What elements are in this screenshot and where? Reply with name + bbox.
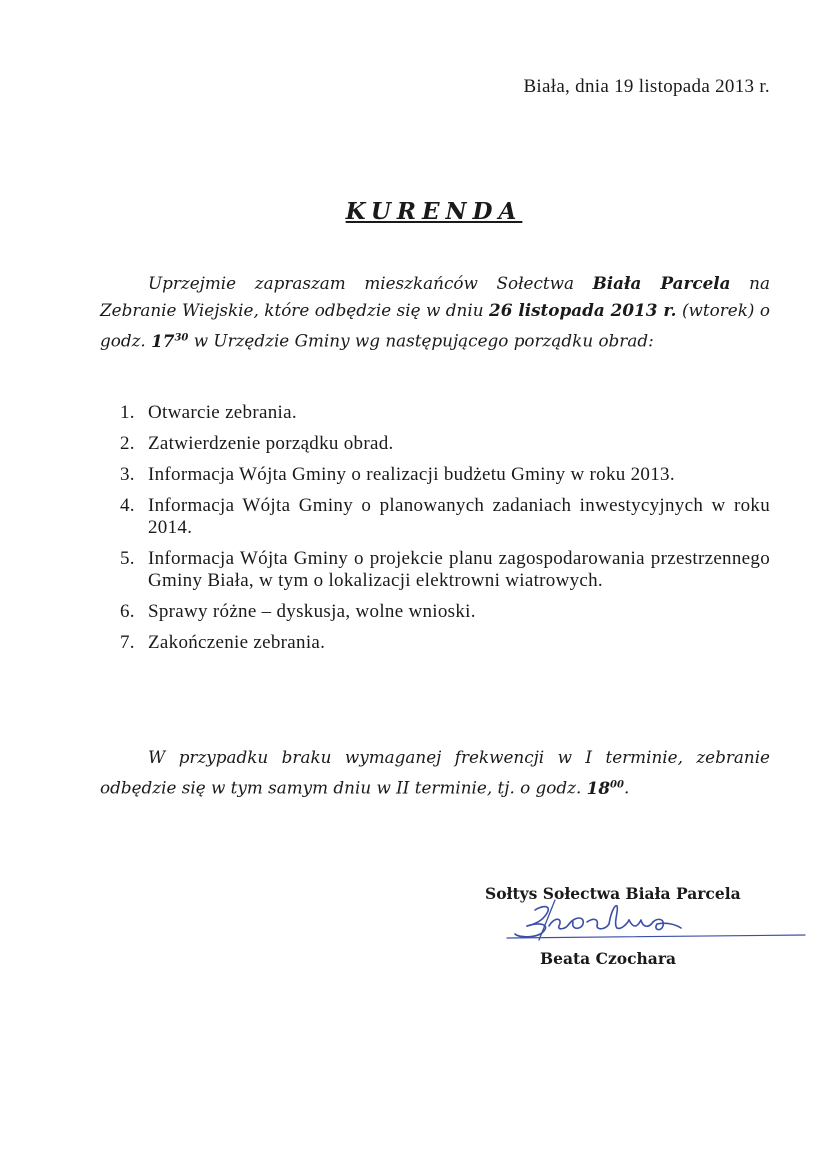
- date-line: Biała, dnia 19 listopada 2013 r.: [523, 76, 770, 97]
- meeting-time-hour: 17: [151, 330, 175, 351]
- second-term-time-hour: 18: [586, 777, 611, 798]
- closing-paragraph: [100, 744, 770, 802]
- agenda-item-text: Sprawy różne – dyskusja, wolne wnioski.: [148, 601, 476, 622]
- agenda-item-text: Zakończenie zebrania.: [148, 632, 326, 653]
- closing-text-2: .: [623, 777, 630, 798]
- agenda-item: [100, 433, 770, 455]
- signatory-name: Beata Czochara: [540, 949, 677, 968]
- agenda-item-text: Zatwierdzenie porządku obrad.: [148, 433, 394, 454]
- intro-text-3: (wtorek) o godz.: [100, 300, 770, 351]
- agenda-item-text: Informacja Wójta Gminy o planowanych zadaniach inwestycyjnych w roku 2014.: [148, 495, 770, 538]
- agenda-item-number: 5.: [120, 548, 135, 569]
- second-term-time-minutes: 00: [610, 779, 624, 790]
- invitation-paragraph: [100, 270, 770, 355]
- agenda-item: [100, 464, 770, 486]
- agenda-item: [100, 632, 770, 654]
- meeting-date: 26 listopada 2013 r.: [489, 300, 677, 320]
- intro-text-2: na Zebranie Wiejskie, które odbędzie się w dniu: [100, 273, 770, 320]
- agenda-item-number: 1.: [120, 402, 135, 423]
- second-term-time: [587, 778, 624, 798]
- agenda-item: [100, 495, 770, 539]
- document-title: KURENDA: [345, 198, 523, 225]
- agenda-item-number: 2.: [120, 433, 135, 454]
- agenda-item-text: Otwarcie zebrania.: [148, 402, 297, 423]
- meeting-time: [151, 331, 188, 351]
- agenda-item-number: 7.: [120, 632, 135, 653]
- intro-text-4: w Urzędzie Gminy wg następującego porządku obrad:: [188, 330, 654, 351]
- agenda-item: [100, 601, 770, 623]
- agenda-item-text: Informacja Wójta Gminy o realizacji budżetu Gminy w roku 2013.: [148, 464, 675, 485]
- handwritten-signature: [505, 898, 810, 948]
- agenda-item-text: Informacja Wójta Gminy o projekcie planu zagospodarowania przestrzennego Gminy Biała, w tym o lokalizacji elektrowni wiatrowych.: [148, 548, 770, 591]
- signatory-role: Sołtys Sołectwa Biała Parcela: [485, 884, 741, 903]
- closing-text-1: W przypadku braku wymaganej frekwencji w I terminie, zebranie odbędzie się w tym samym dniu w II terminie, tj. o godz.: [100, 747, 770, 798]
- meeting-time-minutes: 30: [174, 332, 189, 343]
- village-name: Biała Parcela: [592, 273, 731, 293]
- agenda-item: [100, 548, 770, 592]
- agenda-item-number: 3.: [120, 464, 135, 485]
- intro-text-1: Uprzejmie zapraszam mieszkańców Sołectwa: [148, 273, 593, 293]
- agenda-item-number: 4.: [120, 495, 135, 516]
- agenda-item: [100, 402, 770, 424]
- agenda-list: [100, 402, 770, 663]
- agenda-item-number: 6.: [120, 601, 135, 622]
